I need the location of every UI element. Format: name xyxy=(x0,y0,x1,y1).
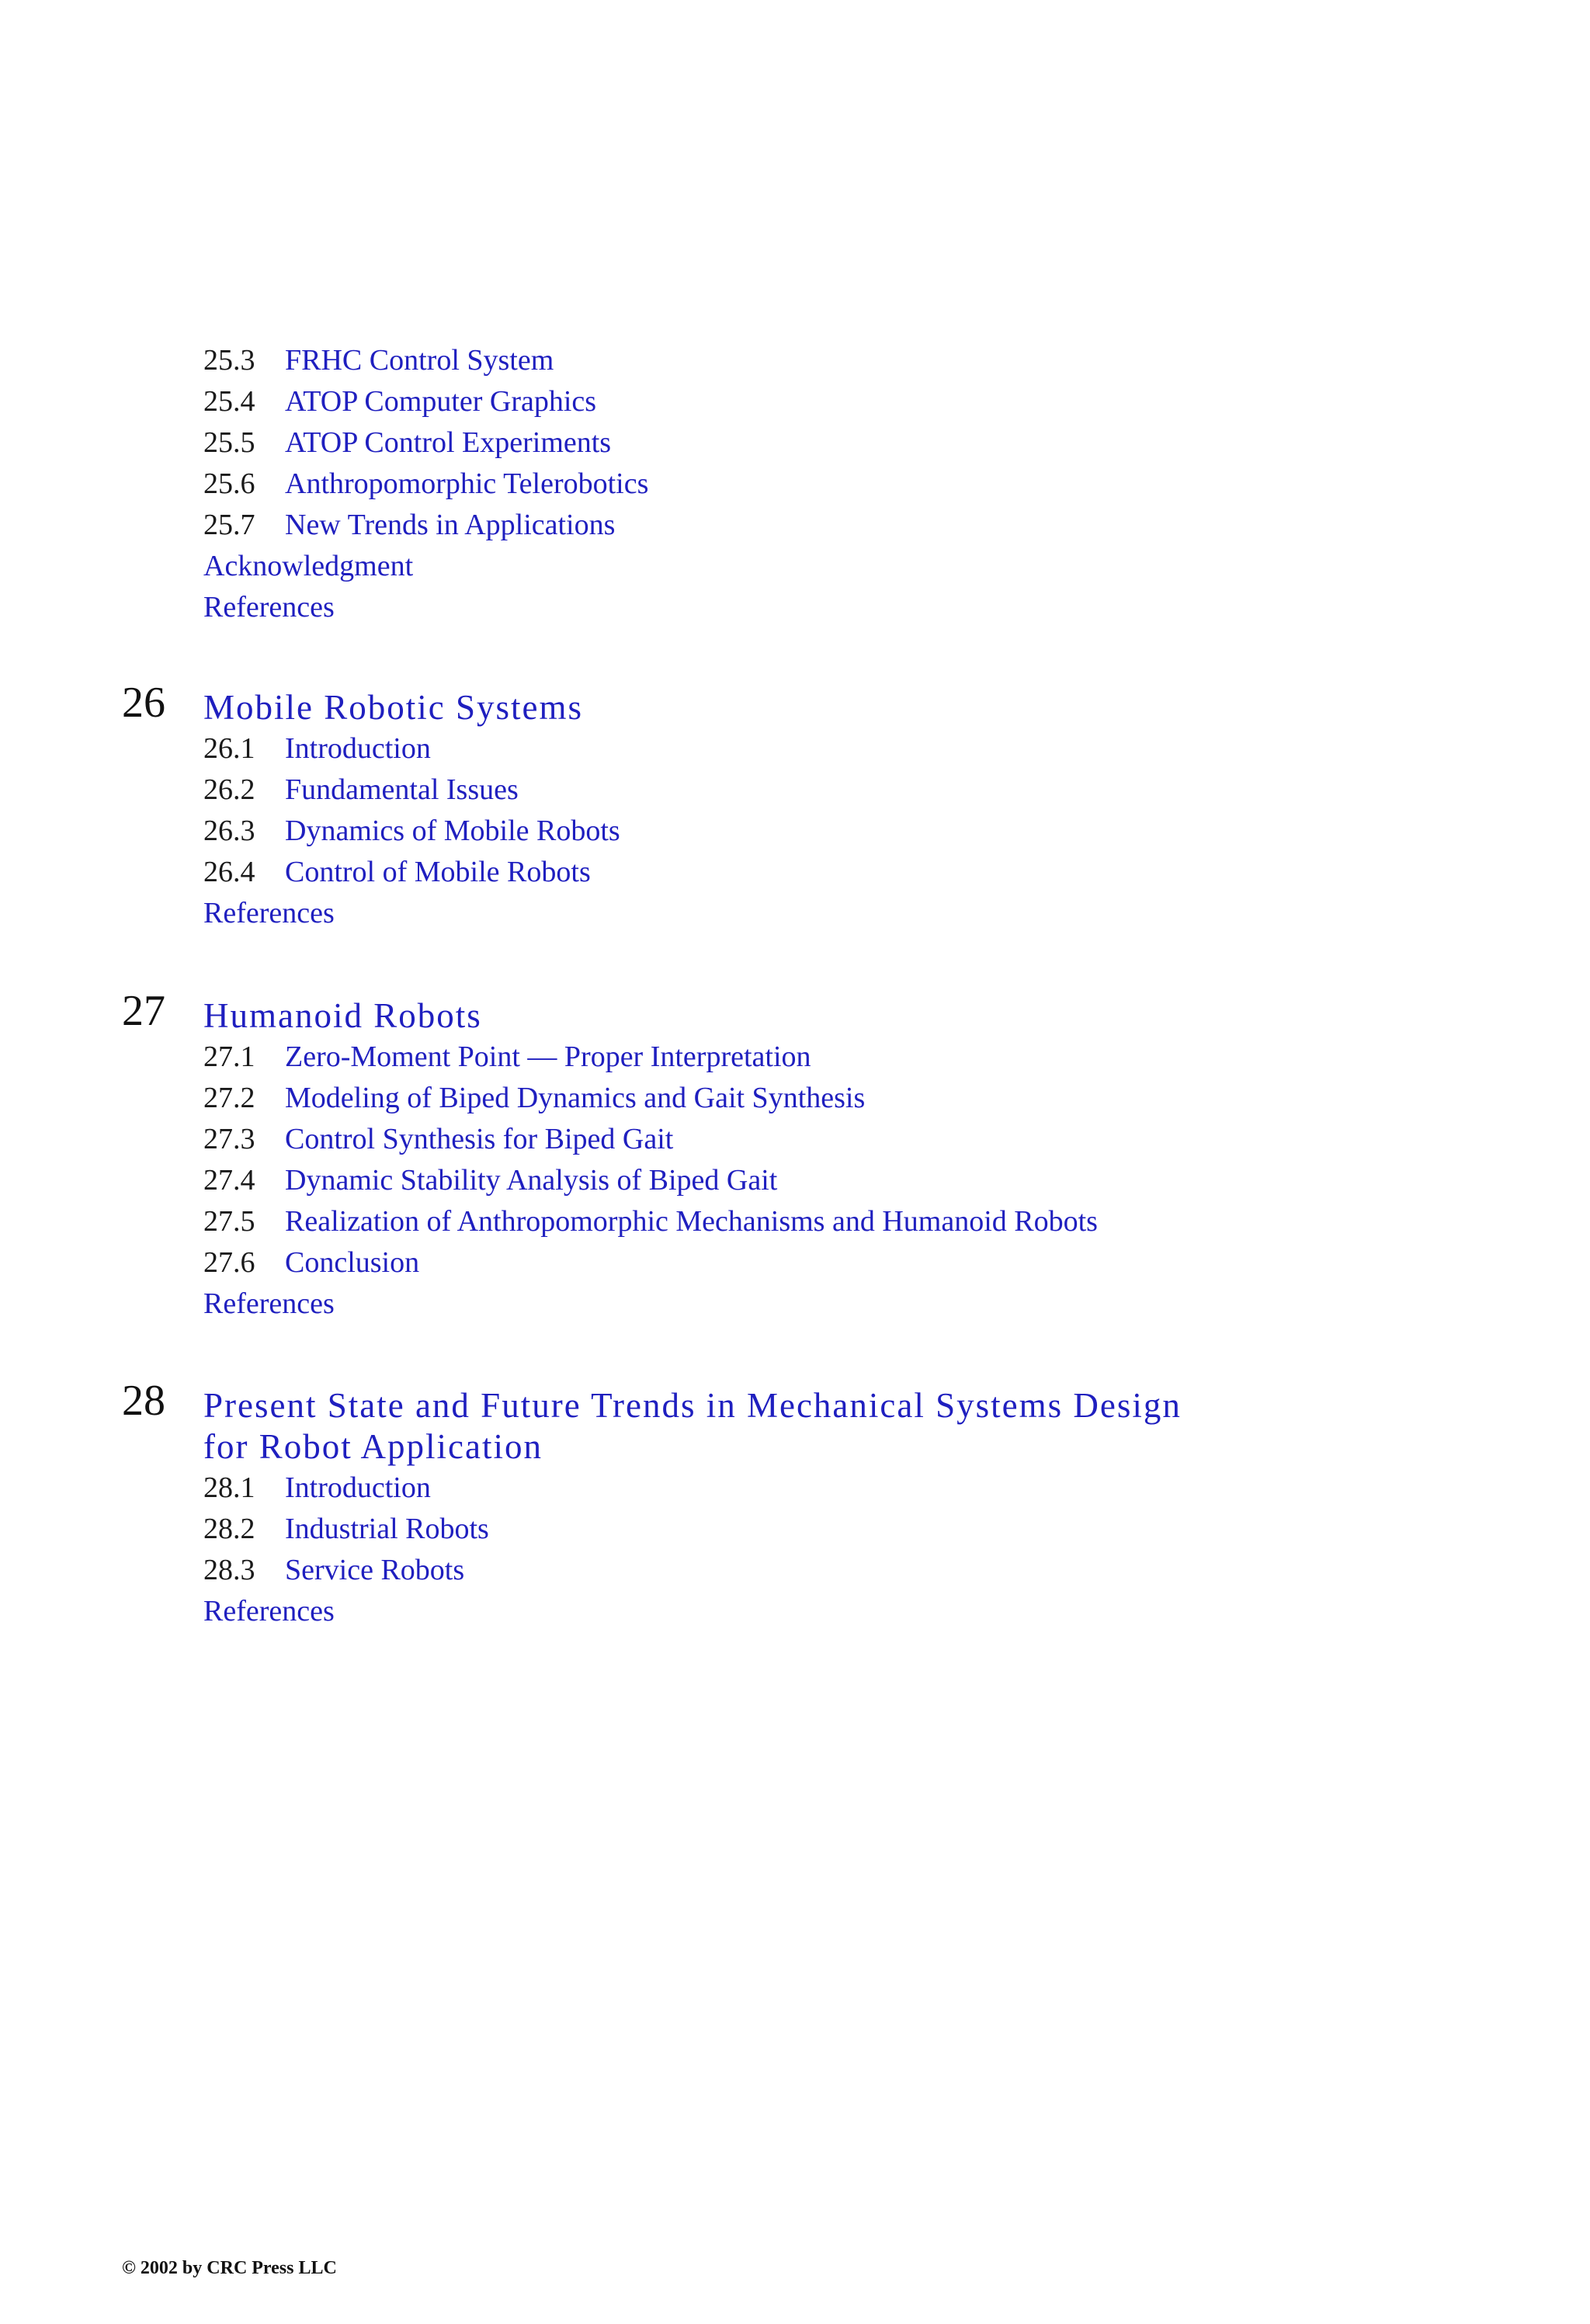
chapter-heading[interactable] xyxy=(0,679,1590,728)
section-number: 26.1 xyxy=(203,732,255,765)
section-link[interactable]: Introduction xyxy=(285,1471,431,1504)
section-number: 27.4 xyxy=(203,1164,255,1197)
references-link[interactable]: References xyxy=(203,591,335,624)
section-number: 26.3 xyxy=(203,815,255,847)
toc-entry[interactable] xyxy=(0,1201,1590,1242)
toc-block-ch25 xyxy=(0,340,1590,628)
toc-entry-acknowledgment[interactable] xyxy=(0,546,1590,587)
references-link[interactable]: References xyxy=(203,1287,335,1320)
section-link[interactable]: Control of Mobile Robots xyxy=(285,856,591,888)
toc-entry[interactable] xyxy=(0,1078,1590,1119)
toc-entry[interactable] xyxy=(0,769,1590,811)
chapter-title-link[interactable]: Mobile Robotic Systems xyxy=(203,688,584,727)
toc-block-ch27 xyxy=(0,987,1590,1325)
copyright-footer: © 2002 by CRC Press LLC xyxy=(122,2258,337,2278)
section-link[interactable]: ATOP Control Experiments xyxy=(285,426,612,459)
section-number: 28.2 xyxy=(203,1513,255,1545)
chapter-heading[interactable] xyxy=(0,987,1590,1037)
toc-entry[interactable] xyxy=(0,1509,1590,1550)
section-link[interactable]: Dynamic Stability Analysis of Biped Gait xyxy=(285,1164,778,1197)
toc-entry[interactable] xyxy=(0,1037,1590,1078)
toc-entry[interactable] xyxy=(0,1242,1590,1284)
section-number: 27.1 xyxy=(203,1040,255,1073)
section-number: 27.3 xyxy=(203,1123,255,1155)
section-link[interactable]: Zero-Moment Point — Proper Interpretation xyxy=(285,1040,811,1073)
section-link[interactable]: ATOP Computer Graphics xyxy=(285,385,597,418)
toc-entry-references[interactable] xyxy=(0,1591,1590,1632)
toc-entry-references[interactable] xyxy=(0,893,1590,934)
chapter-title-link-line2[interactable]: for Robot Application xyxy=(203,1427,543,1466)
chapter-heading[interactable] xyxy=(0,1377,1590,1426)
references-link[interactable]: References xyxy=(203,897,335,929)
toc-entry[interactable] xyxy=(0,1550,1590,1591)
toc-entry[interactable] xyxy=(0,811,1590,852)
toc-entry[interactable] xyxy=(0,340,1590,381)
section-link[interactable]: Control Synthesis for Biped Gait xyxy=(285,1123,674,1155)
toc-entry[interactable] xyxy=(0,464,1590,505)
chapter-title-link[interactable]: Humanoid Robots xyxy=(203,996,482,1035)
chapter-number: 27 xyxy=(122,987,165,1035)
section-number: 25.5 xyxy=(203,426,255,459)
toc-entry[interactable] xyxy=(0,1119,1590,1160)
section-number: 25.4 xyxy=(203,385,255,418)
section-number: 28.1 xyxy=(203,1471,255,1504)
toc-entry-references[interactable] xyxy=(0,1284,1590,1325)
section-link[interactable]: Dynamics of Mobile Robots xyxy=(285,815,620,847)
section-number: 25.6 xyxy=(203,467,255,500)
chapter-heading-continued[interactable] xyxy=(0,1426,1590,1468)
section-number: 25.3 xyxy=(203,344,255,377)
chapter-number: 26 xyxy=(122,679,165,727)
acknowledgment-link[interactable]: Acknowledgment xyxy=(203,550,414,582)
section-link[interactable]: Fundamental Issues xyxy=(285,773,519,806)
section-link[interactable]: Conclusion xyxy=(285,1246,420,1279)
references-link[interactable]: References xyxy=(203,1595,335,1627)
section-number: 28.3 xyxy=(203,1554,255,1586)
toc-entry-references[interactable] xyxy=(0,587,1590,628)
section-link[interactable]: Introduction xyxy=(285,732,431,765)
section-link[interactable]: FRHC Control System xyxy=(285,344,554,377)
section-link[interactable]: New Trends in Applications xyxy=(285,509,616,541)
section-number: 26.4 xyxy=(203,856,255,888)
section-link[interactable]: Anthropomorphic Telerobotics xyxy=(285,467,649,500)
section-number: 25.7 xyxy=(203,509,255,541)
toc-block-ch28 xyxy=(0,1377,1590,1632)
chapter-title-link[interactable]: Present State and Future Trends in Mechanical Systems Design xyxy=(203,1386,1182,1425)
section-link[interactable]: Industrial Robots xyxy=(285,1513,489,1545)
section-link[interactable]: Realization of Anthropomorphic Mechanisms and Humanoid Robots xyxy=(285,1205,1098,1238)
chapter-number: 28 xyxy=(122,1377,165,1425)
section-number: 27.6 xyxy=(203,1246,255,1279)
section-number: 26.2 xyxy=(203,773,255,806)
toc-entry[interactable] xyxy=(0,1468,1590,1509)
toc-entry[interactable] xyxy=(0,505,1590,546)
section-number: 27.5 xyxy=(203,1205,255,1238)
section-number: 27.2 xyxy=(203,1082,255,1114)
toc-entry[interactable] xyxy=(0,852,1590,893)
toc-entry[interactable] xyxy=(0,728,1590,769)
toc-entry[interactable] xyxy=(0,381,1590,422)
toc-block-ch26 xyxy=(0,679,1590,934)
section-link[interactable]: Service Robots xyxy=(285,1554,465,1586)
section-link[interactable]: Modeling of Biped Dynamics and Gait Synthesis xyxy=(285,1082,866,1114)
toc-entry[interactable] xyxy=(0,1160,1590,1201)
toc-entry[interactable] xyxy=(0,422,1590,464)
